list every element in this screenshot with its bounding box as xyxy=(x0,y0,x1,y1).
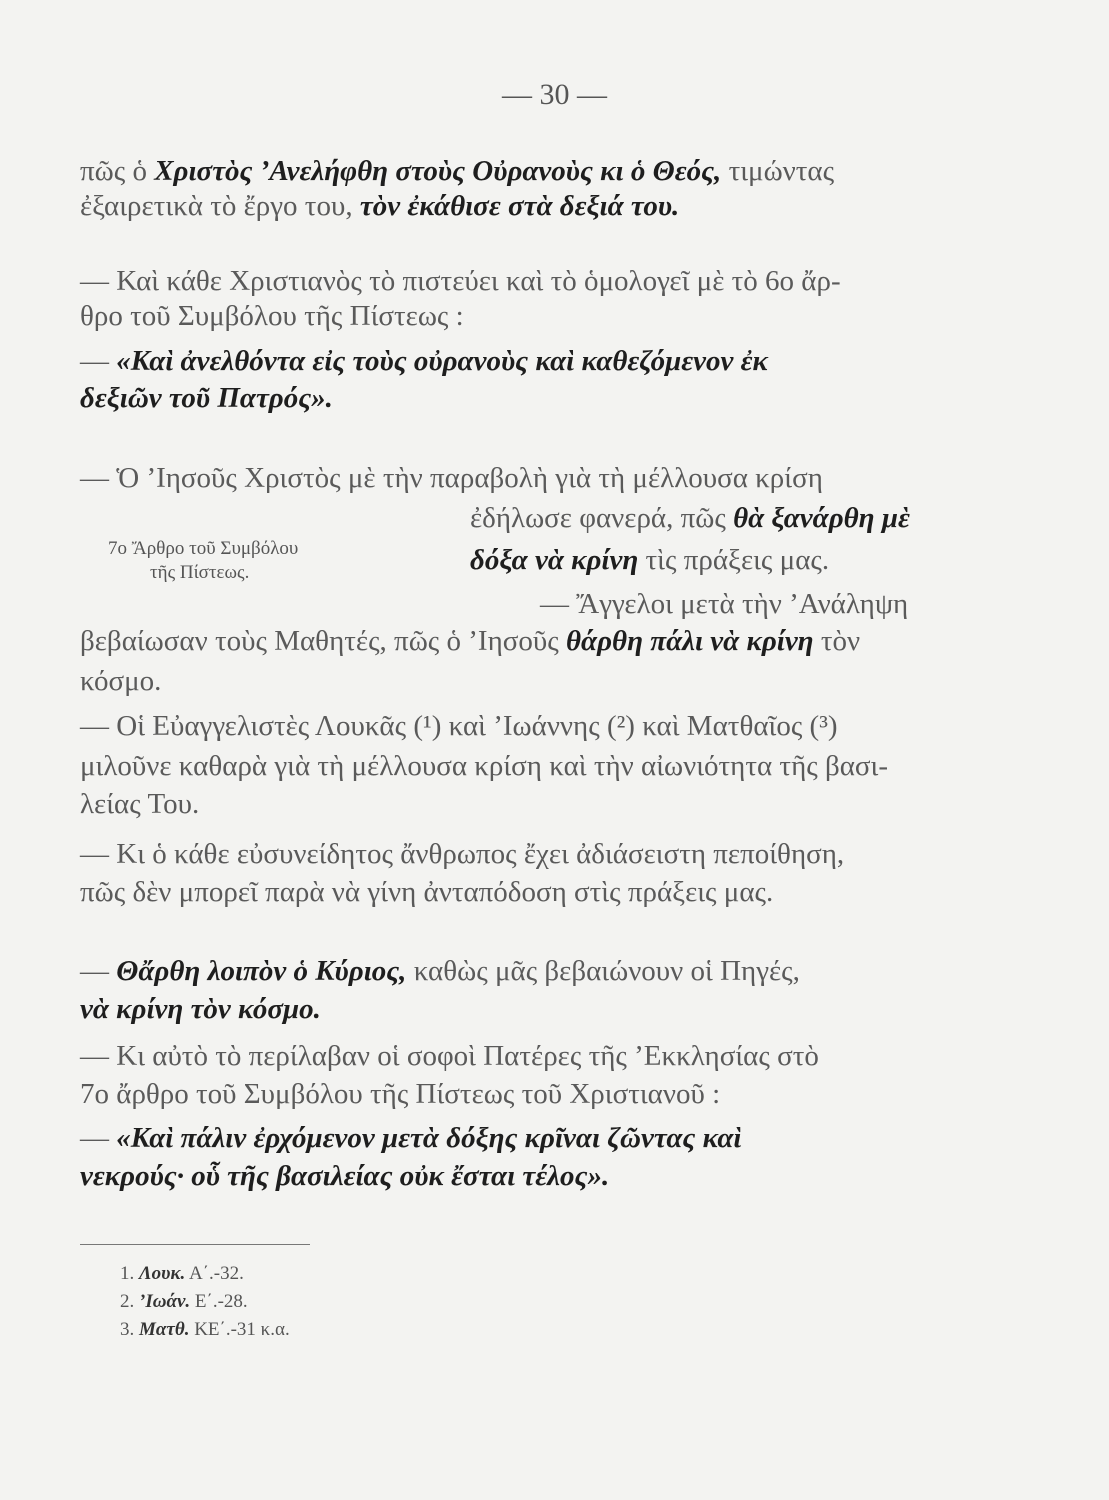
footnote-divider xyxy=(80,1244,310,1245)
text-line-15: λείας Του. xyxy=(80,788,200,820)
text-line-21: 7ο ἄρθρο τοῦ Συμβόλου τῆς Πίστεως τοῦ Χριστιανοῦ : xyxy=(80,1078,721,1110)
emphasis: Χριστὸς ’Ανελήφθη στοὺς Οὐρανοὺς κι ὁ Θεός, xyxy=(154,155,722,187)
text-line-6: δεξιῶν τοῦ Πατρός». xyxy=(80,382,333,414)
text-line-14: μιλοῦνε καθαρὰ γιὰ τὴ μέλλουσα κρίση καὶ τὴν αἰωνιότητα τῆς βασι- xyxy=(80,750,889,782)
creed-quote: «Καὶ πάλιν ἐρχόμενον μετὰ δόξης κρῖναι ζῶντας καὶ xyxy=(116,1122,742,1154)
text-line-23: νεκρούς· οὗ τῆς βασιλείας οὐκ ἔσται τέλος». xyxy=(80,1160,610,1192)
emphasis: δόξα νὰ κρίνη xyxy=(470,544,639,576)
footnote-1: 1. Λουκ. Α΄.-32. xyxy=(120,1263,244,1284)
footnote-2: 2. ’Ιωάν. Ε΄.-28. xyxy=(120,1291,248,1312)
text-line-22: — «Καὶ πάλιν ἐρχόμενον μετὰ δόξης κρῖναι ζῶντας καὶ xyxy=(80,1122,742,1154)
text-line-11: βεβαίωσαν τοὺς Μαθητές, πῶς ὁ ’Ιησοῦς θάρθη πάλι νὰ κρίνη τὸν xyxy=(80,625,861,657)
text-line-2: ἐξαιρετικὰ τὸ ἔργο του, τὸν ἐκάθισε στὰ δεξιά του. xyxy=(80,190,680,222)
text-line-10: — Ἄγγελοι μετὰ τὴν ’Ανάληψη xyxy=(540,588,909,620)
text-line-1: πῶς ὁ Χριστὸς ’Ανελήφθη στοὺς Οὐρανοὺς κι ὁ Θεός, τιμώντας xyxy=(80,155,835,187)
emphasis: θάρθη πάλι νὰ κρίνη xyxy=(565,625,814,657)
emphasis: τὸν ἐκάθισε στὰ δεξιά του. xyxy=(359,190,680,222)
emphasis: θὰ ξανάρθη μὲ xyxy=(733,502,910,534)
text-line-7: — Ὁ ’Ιησοῦς Χριστὸς μὲ τὴν παραβολὴ γιὰ τὴ μέλλουσα κρίση xyxy=(80,462,823,494)
text-line-12: κόσμο. xyxy=(80,665,162,697)
margin-note-line-1: 7ο Ἄρθρο τοῦ Συμβόλου xyxy=(108,538,299,559)
margin-note-line-2: τῆς Πίστεως. xyxy=(150,562,250,583)
emphasis: Θἄρθη λοιπὸν ὁ Κύριος, xyxy=(116,955,407,987)
text-line-18: — Θἄρθη λοιπὸν ὁ Κύριος, καθὼς μᾶς βεβαιώνουν οἱ Πηγές, xyxy=(80,955,800,987)
creed-quote: «Καὶ ἀνελθόντα εἰς τοὺς οὐρανοὺς καὶ καθεζόμενον ἐκ xyxy=(116,345,768,377)
text-line-13: — Οἱ Εὐαγγελιστὲς Λουκᾶς (¹) καὶ ’Ιωάννης (²) καὶ Ματθαῖος (³) xyxy=(80,710,838,742)
text-line-8: ἐδήλωσε φανερά, πῶς θὰ ξανάρθη μὲ xyxy=(470,502,910,534)
text-line-17: πῶς δὲν μπορεῖ παρὰ νὰ γίνη ἀνταπόδοση στὶς πράξεις μας. xyxy=(80,876,774,908)
footnote-3: 3. Ματθ. ΚΕ΄.-31 κ.α. xyxy=(120,1319,290,1340)
text-line-20: — Κι αὐτὸ τὸ περίλαβαν οἱ σοφοὶ Πατέρες τῆς ’Εκκλησίας στὸ xyxy=(80,1040,819,1072)
text-line-19: νὰ κρίνη τὸν κόσμο. xyxy=(80,993,321,1025)
text-line-5: — «Καὶ ἀνελθόντα εἰς τοὺς οὐρανοὺς καὶ καθεζόμενον ἐκ xyxy=(80,345,768,377)
text-line-16: — Κι ὁ κάθε εὐσυνείδητος ἄνθρωπος ἔχει ἀδιάσειστη πεποίθηση, xyxy=(80,838,845,870)
text-line-3: — Καὶ κάθε Χριστιανὸς τὸ πιστεύει καὶ τὸ ὁμολογεῖ μὲ τὸ 6ο ἄρ- xyxy=(80,265,841,297)
text-line-9: δόξα νὰ κρίνη τὶς πράξεις μας. xyxy=(470,544,830,576)
page-number: — 30 — xyxy=(502,78,607,111)
text-line-4: θρο τοῦ Συμβόλου τῆς Πίστεως : xyxy=(80,300,464,332)
